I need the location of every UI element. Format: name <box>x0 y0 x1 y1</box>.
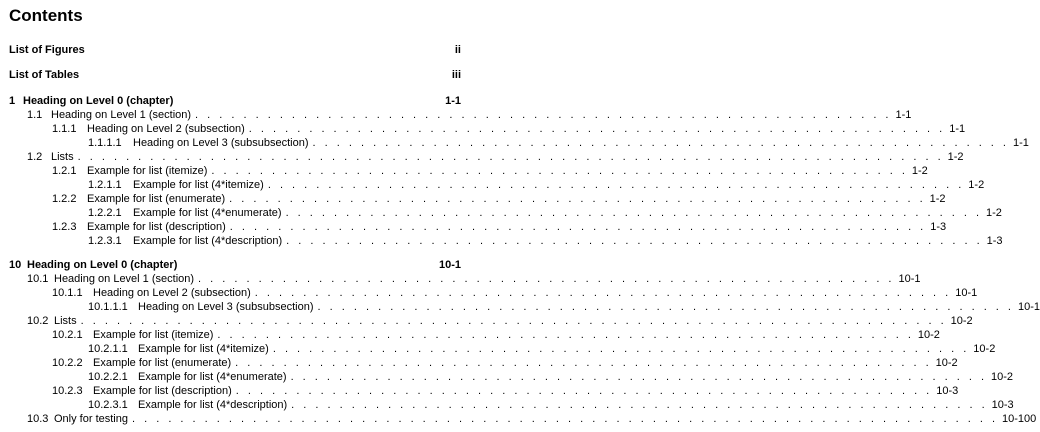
toc-leader: . . . . . . . . . . . . . . . . . . . . . . . . . . . . . . . . . . . . . . . . . . . . . . . . . . . . . . . . . . <box>235 357 932 369</box>
toc-page-number: 10-1 <box>1017 301 1040 313</box>
toc-page-number: 10-1 <box>898 273 921 285</box>
toc-entry-number: 1.2.3.1 <box>88 235 122 247</box>
toc-entry-number: 10.2.3 <box>52 385 83 397</box>
toc-page-number: 10-100 <box>1002 413 1037 425</box>
toc-entry-subsubsection-1-2-3-1[interactable] <box>88 234 1003 248</box>
toc-leader: . . . . . . . . . . . . . . . . . . . . . . . . . . . . . . . . . . . . . . . . . . . . . . . . . . . . . . . . . . <box>211 165 908 177</box>
toc-entry-title: Heading on Level 3 (subsubsection) <box>138 301 314 313</box>
toc-leader: . . . . . . . . . . . . . . . . . . . . . . . . . . . . . . . . . . . . . . . . . . . . . . . . . . . . . . . . . . <box>254 287 952 299</box>
toc-entry-title: Lists <box>54 315 77 327</box>
toc-entry-number: 1.2 <box>27 151 43 163</box>
toc-page-number: 1-1 <box>949 123 966 135</box>
toc-leader: . . . . . . . . . . . . . . . . . . . . . . . . . . . . . . . . . . . . . . . . . . . . . . . . . . . . . . . . . . <box>229 193 926 205</box>
toc-entry-number: 1.1.1.1 <box>88 137 122 149</box>
toc-page-number: 1-2 <box>968 179 985 191</box>
toc-page-number: iii <box>451 69 461 81</box>
toc-entry-title: Example for list (itemize) <box>87 165 208 177</box>
toc-entry-title: Example for list (enumerate) <box>93 357 232 369</box>
toc-entry-title: Lists <box>51 151 74 163</box>
toc-entry-title: Example for list (4*enumerate) <box>138 371 287 383</box>
toc-entry-number: 1.2.1 <box>52 165 77 177</box>
toc-entry-subsection-1-2-1[interactable] <box>52 164 928 178</box>
toc-entry-number: 10.2.3.1 <box>88 399 128 411</box>
toc-entry-title: Example for list (enumerate) <box>87 193 226 205</box>
toc-entry-title: Example for list (4*description) <box>133 235 283 247</box>
toc-entry-number: 10.2.2 <box>52 357 83 369</box>
toc-entry-number: 1.1.1 <box>52 123 77 135</box>
toc-entry-title: Only for testing <box>54 413 128 425</box>
toc-entry-title: Example for list (4*itemize) <box>133 179 264 191</box>
toc-entry-number: 1.1 <box>27 109 43 121</box>
toc-page-number: ii <box>454 44 461 56</box>
toc-page-number: 1-1 <box>445 95 461 107</box>
toc-page-number: 1-2 <box>911 165 928 177</box>
toc-entry-subsection-1-1-1[interactable] <box>52 122 966 136</box>
toc-page-number: 1-2 <box>947 151 964 163</box>
toc-leader: . . . . . . . . . . . . . . . . . . . . . . . . . . . . . . . . . . . . . . . . . . . . . . . . . . . . . . . . . . <box>291 399 988 411</box>
toc-entry-title: Example for list (itemize) <box>93 329 214 341</box>
toc-entry-subsubsection-1-1-1-1[interactable] <box>88 136 1029 150</box>
toc-entry-chapter-10[interactable] <box>9 258 461 272</box>
toc-entry-title: Example for list (4*enumerate) <box>133 207 282 219</box>
toc-leader: . . . . . . . . . . . . . . . . . . . . . . . . . . . . . . . . . . . . . . . . . . . . . . . . . . . . . . . . . . <box>198 273 895 285</box>
toc-leader: . . . . . . . . . . . . . . . . . . . . . . . . . . . . . . . . . . . . . . . . . . . . . . . . . . . . . . . . . . <box>267 179 965 191</box>
toc-entry-number: 1 <box>9 95 16 107</box>
toc-leader: . . . . . . . . . . . . . . . . . . . . . . . . . . . . . . . . . . . . . . . . . . . . . . . . . . . . . . . . . . <box>217 329 914 341</box>
toc-entry-title: Heading on Level 0 (chapter) <box>27 259 178 271</box>
toc-page-number: 10-2 <box>950 315 973 327</box>
toc-page-number: 1-3 <box>930 221 947 233</box>
toc-leader: . . . . . . . . . . . . . . . . . . . . . . . . . . . . . . . . . . . . . . . . . . . . . . . . . . . . . . . . . . . . . . . . . . . . . . . . <box>80 315 947 327</box>
toc-entry-section-1-1[interactable] <box>27 108 912 122</box>
toc-entry-chapter-1[interactable] <box>9 94 461 108</box>
toc-leader: . . . . . . . . . . . . . . . . . . . . . . . . . . . . . . . . . . . . . . . . . . . . . . . . . . . . . . . . . . <box>285 207 983 219</box>
toc-entry-number: 10.2 <box>27 315 49 327</box>
toc-entry-title: Example for list (4*itemize) <box>138 343 269 355</box>
toc-entry-number: 1.2.3 <box>52 221 77 233</box>
toc-page-number: 10-2 <box>917 329 940 341</box>
toc-entry-subsubsection-1-2-2-1[interactable] <box>88 206 1002 220</box>
toc-entry-subsubsection-10-2-3-1[interactable] <box>88 398 1014 412</box>
contents-heading: Contents <box>9 6 83 25</box>
toc-entry-number: 10.2.1 <box>52 329 83 341</box>
toc-entry-number: 10.1.1 <box>52 287 83 299</box>
toc-entry-title: List of Tables <box>9 69 80 81</box>
toc-entry-subsection-10-1-1[interactable] <box>52 286 978 300</box>
toc-page-number: 10-2 <box>973 343 996 355</box>
toc-entry-title: Example for list (description) <box>93 385 232 397</box>
toc-leader: . . . . . . . . . . . . . . . . . . . . . . . . . . . . . . . . . . . . . . . . . . . . . . . . . . . . . . . . . . <box>272 343 970 355</box>
toc-entry-number: 10.3 <box>27 413 49 425</box>
toc-leader: . . . . . . . . . . . . . . . . . . . . . . . . . . . . . . . . . . . . . . . . . . . . . . . . . . . . . . . . . . . . . . . . . . . . . . . . <box>77 151 944 163</box>
toc-entry-list-of-figures[interactable] <box>9 43 461 57</box>
toc-entry-subsection-10-2-2[interactable] <box>52 356 958 370</box>
toc-page-number: 10-2 <box>991 371 1014 383</box>
toc-page-number: 1-2 <box>986 207 1002 219</box>
toc-entry-number: 1.2.2.1 <box>88 207 122 219</box>
toc-entry-number: 10.1.1.1 <box>88 301 128 313</box>
toc-entry-title: List of Figures <box>9 44 85 56</box>
toc-leader: . . . . . . . . . . . . . . . . . . . . . . . . . . . . . . . . . . . . . . . . . . . . . . . . . . . . . . . . . . <box>290 371 988 383</box>
toc-page-number: 10-2 <box>935 357 958 369</box>
toc-page-number: 1-1 <box>895 109 912 121</box>
toc-entry-section-10-3[interactable] <box>27 412 1037 426</box>
toc-entry-number: 10.2.1.1 <box>88 343 128 355</box>
toc-page-number: 10-1 <box>438 259 461 271</box>
toc-entry-subsubsection-1-2-1-1[interactable] <box>88 178 985 192</box>
toc-leader: . . . . . . . . . . . . . . . . . . . . . . . . . . . . . . . . . . . . . . . . . . . . . . . . . . . . . . . . . . <box>248 123 946 135</box>
toc-entry-subsection-1-2-3[interactable] <box>52 220 947 234</box>
toc-entry-subsubsection-10-1-1-1[interactable] <box>88 300 1040 314</box>
toc-entry-subsubsection-10-2-2-1[interactable] <box>88 370 1014 384</box>
toc-entry-section-10-2[interactable] <box>27 314 973 328</box>
toc-entry-section-1-2[interactable] <box>27 150 964 164</box>
toc-entry-list-of-tables[interactable] <box>9 68 461 82</box>
toc-entry-number: 1.2.1.1 <box>88 179 122 191</box>
toc-entry-section-10-1[interactable] <box>27 272 921 286</box>
toc-entry-number: 10.1 <box>27 273 49 285</box>
toc-page-number: 1-3 <box>986 235 1003 247</box>
toc-entry-title: Heading on Level 1 (section) <box>51 109 192 121</box>
toc-entry-subsection-10-2-1[interactable] <box>52 328 940 342</box>
toc-page-number: 1-1 <box>1012 137 1029 149</box>
toc-leader: . . . . . . . . . . . . . . . . . . . . . . . . . . . . . . . . . . . . . . . . . . . . . . . . . . . . . . . . . . <box>317 301 1014 313</box>
toc-leader: . . . . . . . . . . . . . . . . . . . . . . . . . . . . . . . . . . . . . . . . . . . . . . . . . . . . . . . . . . <box>235 385 933 397</box>
toc-page-number: 10-1 <box>955 287 978 299</box>
toc-leader: . . . . . . . . . . . . . . . . . . . . . . . . . . . . . . . . . . . . . . . . . . . . . . . . . . . . . . . . . . <box>312 137 1009 149</box>
toc-leader: . . . . . . . . . . . . . . . . . . . . . . . . . . . . . . . . . . . . . . . . . . . . . . . . . . . . . . . . . . <box>229 221 927 233</box>
toc-entry-title: Example for list (description) <box>87 221 226 233</box>
toc-entry-title: Example for list (4*description) <box>138 399 288 411</box>
toc-entry-subsection-10-2-3[interactable] <box>52 384 959 398</box>
toc-page-number: 1-2 <box>929 193 946 205</box>
toc-entry-title: Heading on Level 0 (chapter) <box>23 95 174 107</box>
toc-entry-subsection-1-2-2[interactable] <box>52 192 946 206</box>
toc-page-number: 10-3 <box>936 385 959 397</box>
toc-entry-title: Heading on Level 2 (subsection) <box>87 123 245 135</box>
toc-leader: . . . . . . . . . . . . . . . . . . . . . . . . . . . . . . . . . . . . . . . . . . . . . . . . . . . . . . . . . . <box>286 235 983 247</box>
toc-entry-title: Heading on Level 1 (section) <box>54 273 195 285</box>
toc-leader: . . . . . . . . . . . . . . . . . . . . . . . . . . . . . . . . . . . . . . . . . . . . . . . . . . . . . . . . . . . . . . . . . . . . . . . . <box>131 413 999 425</box>
toc-entry-number: 1.2.2 <box>52 193 77 205</box>
toc-entry-title: Heading on Level 2 (subsection) <box>93 287 251 299</box>
toc-entry-title: Heading on Level 3 (subsubsection) <box>133 137 309 149</box>
toc-page-number: 10-3 <box>991 399 1014 411</box>
toc-entry-number: 10.2.2.1 <box>88 371 128 383</box>
toc-leader: . . . . . . . . . . . . . . . . . . . . . . . . . . . . . . . . . . . . . . . . . . . . . . . . . . . . . . . . . . <box>195 109 892 121</box>
toc-entry-subsubsection-10-2-1-1[interactable] <box>88 342 996 356</box>
toc-entry-number: 10 <box>9 259 22 271</box>
